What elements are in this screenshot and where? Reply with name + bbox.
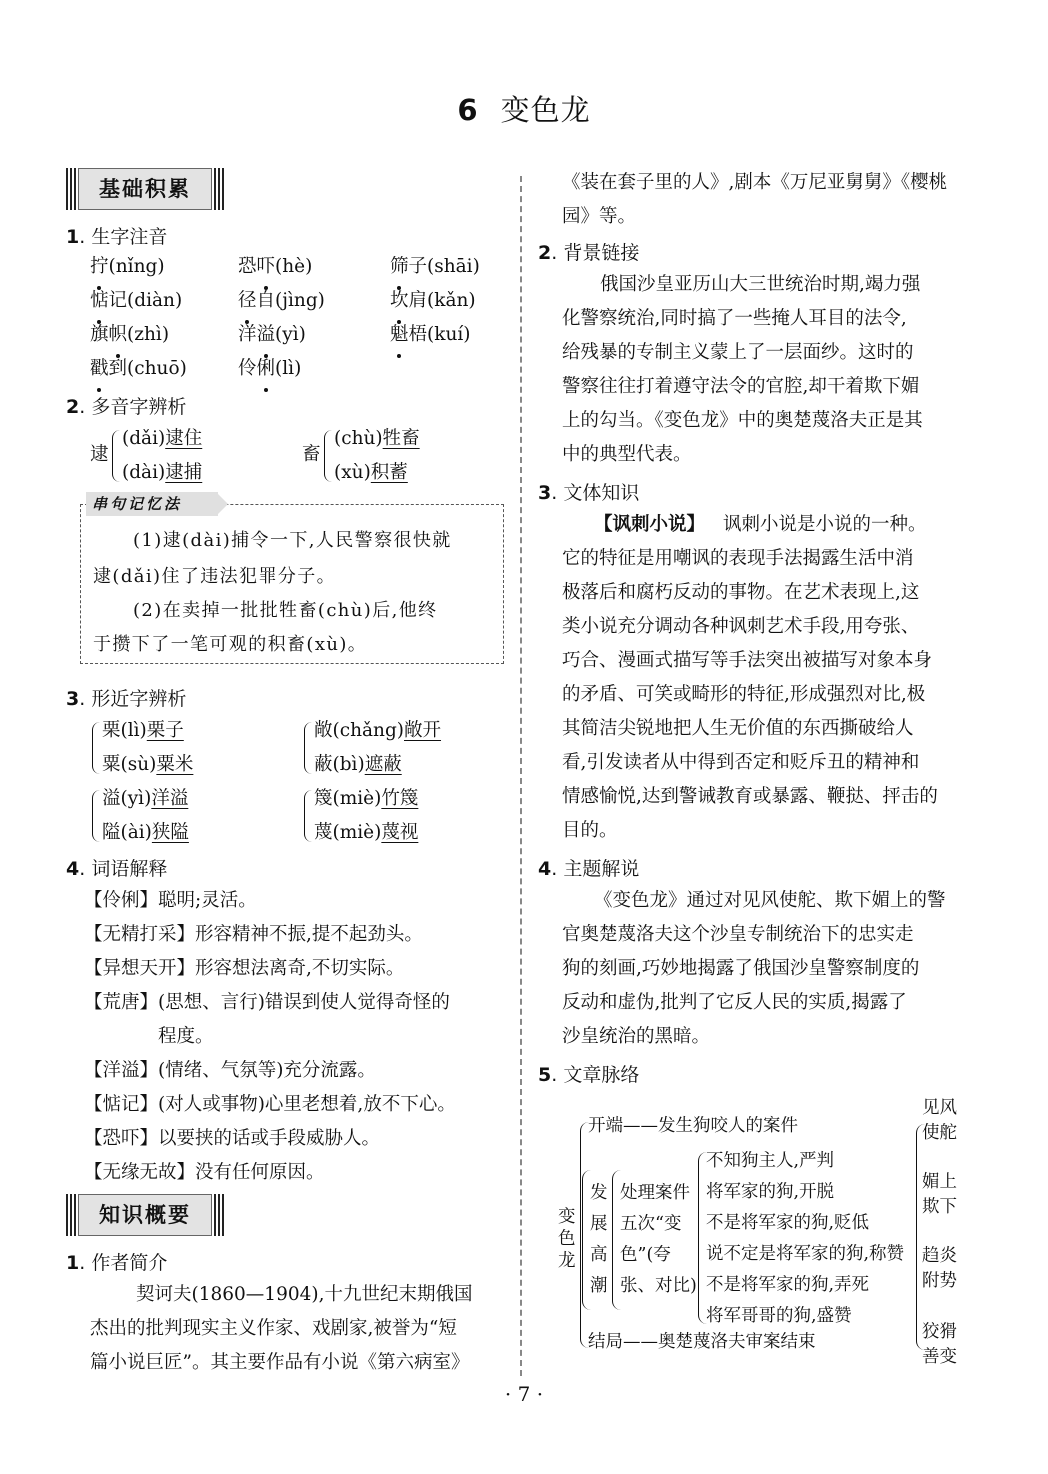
outline-items [706, 1146, 904, 1332]
author-line: 杰出的批判现实主义作家、戏剧家,被誉为“短 [90, 1318, 457, 1339]
outline-bracket [916, 1124, 926, 1350]
page-title [0, 88, 1048, 129]
genre-tag: 【讽刺小说】 [594, 514, 706, 535]
genre-line: 极落后和腐朽反动的事物。在艺术表现上,这 [562, 582, 920, 603]
brace [304, 790, 313, 842]
outline-root: 变 色 龙 [558, 1207, 576, 1271]
author-line: 《装在套子里的人》,剧本《万尼亚舅舅》《樱桃 [562, 172, 948, 193]
theme-line: 反动和虚伪,批判了它反人民的实质,揭露了 [562, 992, 907, 1013]
pinyin-item: 旗帜(zhì) [90, 318, 169, 352]
pinyin-item: 戳到(chuō) [90, 352, 187, 386]
pinyin-item: 伶俐(lì) [238, 352, 301, 386]
vocab-entry: 程度。 [158, 1026, 214, 1047]
outline-right-labels: 趋炎 附势 [922, 1246, 957, 1291]
outline-right-labels: 狡猾 善变 [922, 1322, 957, 1367]
genre-line: 巧合、漫画式描写等手法突出被描写对象本身 [562, 650, 933, 671]
pinyin-item: 坎肩(kǎn) [390, 284, 476, 318]
pinyin-item: 洋溢(yì) [238, 318, 306, 352]
heading-vocabulary: 4. 词语解释 [66, 858, 168, 880]
theme-line: 沙皇统治的黑暗。 [562, 1026, 711, 1047]
vocab-entry: 【无缘无故】没有任何原因。 [84, 1162, 325, 1183]
section-title: 知识概要 [78, 1194, 212, 1236]
poly-char: 逮 [90, 444, 109, 465]
poly-reading: (xù)积蓄 [334, 462, 408, 483]
similar-item: 篾(miè)竹篾 [314, 788, 419, 809]
theme-line: 《变色龙》通过对见风使舵、欺下媚上的警 [594, 890, 946, 911]
similar-item: 栗(lì)栗子 [102, 720, 184, 741]
memory-box [80, 504, 504, 664]
heading-genre: 3. 文体知识 [538, 482, 640, 504]
outline-right-labels: 媚上 欺下 [922, 1172, 957, 1217]
vocab-entry: 【洋溢】(情绪、气氛等)充分流露。 [84, 1060, 376, 1081]
similar-item: 隘(ài)狭隘 [102, 822, 189, 843]
memo-line: 逮(dǎi)住了违法犯罪分子。 [93, 566, 337, 587]
outline-item: 将军哥哥的狗,盛赞 [706, 1306, 852, 1326]
poly-char: 畜 [302, 444, 321, 465]
genre-line: 情感愉悦,达到警诫教育或暴露、鞭挞、抨击的 [562, 786, 938, 807]
outline-item: 将军家的狗,开脱 [706, 1182, 835, 1202]
outline-item: 不是将军家的狗,贬低 [706, 1213, 870, 1233]
outline-start: 开端——发生狗咬人的案件 [588, 1116, 798, 1136]
background-line: 俄国沙皇亚历山大三世统治时期,竭力强 [600, 274, 921, 295]
pinyin-item: 拧(nǐng) [90, 250, 165, 284]
brace [324, 430, 333, 482]
heading-theme: 4. 主题解说 [538, 858, 640, 880]
brace [304, 722, 313, 774]
genre-line: 类小说充分调动各种讽刺艺术手段,用夸张、 [562, 616, 920, 637]
memo-line: (1)逮(dài)捕令一下,人民警察很快就 [133, 530, 452, 551]
brace [92, 790, 101, 842]
theme-line: 官奥楚蔑洛夫这个沙皇专制统治下的忠实走 [562, 924, 914, 945]
heading-author: 1. 作者简介 [66, 1252, 168, 1274]
outline-end: 结局——奥楚蔑洛夫审案结束 [588, 1332, 816, 1352]
genre-line: 的矛盾、可笑或畸形的特征,形成强烈对比,极 [562, 684, 926, 705]
vocab-entry: 【无精打采】形容精神不振,提不起劲头。 [84, 924, 423, 945]
similar-item: 粟(sù)粟米 [102, 754, 194, 775]
pinyin-item: 恐吓(hè) [238, 250, 312, 284]
vocab-entry: 【异想天开】形容想法离奇,不切实际。 [84, 958, 405, 979]
theme-line: 狗的刻画,巧妙地揭露了俄国沙皇警察制度的 [562, 958, 920, 979]
column-divider [520, 176, 522, 1376]
memo-line: (2)在卖掉一批批牲畜(chù)后,他终 [133, 600, 438, 621]
poly-reading: (dǎi)逮住 [122, 428, 203, 449]
pinyin-item: 筛子(shāi) [390, 250, 480, 284]
memo-line: 于攒下了一笔可观的积畜(xù)。 [93, 634, 368, 655]
poly-reading: (chù)牲畜 [334, 428, 420, 449]
section-banner-knowledge [66, 1194, 224, 1236]
memo-tag: 串句记忆法 [86, 492, 226, 516]
genre-line: 其简洁尖锐地把人生无价值的东西撕破给人 [562, 718, 914, 739]
vocab-entry: 【恐吓】以要挟的话或手段威胁人。 [84, 1128, 381, 1149]
heading-outline: 5. 文章脉络 [538, 1064, 640, 1086]
outline-climax: 发 展 高 潮 [590, 1183, 608, 1296]
vocab-entry: 【伶俐】聪明;灵活。 [84, 890, 257, 911]
background-line: 上的勾当。《变色龙》中的奥楚蔑洛夫正是其 [562, 410, 923, 431]
pinyin-item: 惦记(diàn) [90, 284, 182, 318]
similar-item: 敞(chǎng)敞开 [314, 720, 442, 741]
vocab-entry: 【惦记】(对人或事物)心里老想着,放不下心。 [84, 1094, 456, 1115]
brace [112, 430, 121, 482]
section-title: 基础积累 [78, 168, 212, 210]
lesson-number: 6 [457, 93, 479, 127]
author-line: 契诃夫(1860—1904),十九世纪末期俄国 [136, 1284, 473, 1305]
brace [92, 722, 101, 774]
heading-polyphonic: 2. 多音字辨析 [66, 396, 187, 418]
genre-line: 目的。 [562, 820, 618, 841]
similar-item: 溢(yì)洋溢 [102, 788, 189, 809]
pinyin-item: 魁梧(kuí) [390, 318, 471, 352]
outline-item: 不是将军家的狗,弄死 [706, 1275, 870, 1295]
similar-item: 蔑(miè)蔑视 [314, 822, 419, 843]
outline-right-labels: 见风 使舵 [922, 1098, 957, 1143]
similar-item: 蔽(bì)遮蔽 [314, 754, 402, 775]
outline-item: 不知狗主人,严判 [706, 1151, 835, 1171]
background-line: 中的典型代表。 [562, 444, 692, 465]
author-line: 篇小说巨匠”。其主要作品有小说《第六病室》 [90, 1352, 470, 1373]
heading-background: 2. 背景链接 [538, 242, 640, 264]
pinyin-item: 径自(jìng) [238, 284, 325, 318]
genre-line: 看,引发读者从中得到否定和贬斥丑的精神和 [562, 752, 920, 773]
author-line: 园》等。 [562, 206, 637, 227]
outline-item: 说不定是将军家的狗,称赞 [706, 1244, 905, 1264]
section-banner-basics [66, 168, 224, 210]
heading-similar-chars: 3. 形近字辨析 [66, 688, 187, 710]
lesson-title: 变色龙 [500, 93, 591, 127]
genre-line: 【讽刺小说】 讽刺小说是小说的一种。 [594, 514, 927, 535]
genre-line: 它的特征是用嘲讽的表现手法揭露生活中消 [562, 548, 914, 569]
outline-mid-label: 处理案件 五次“变 色”(夸 张、对比) [620, 1183, 697, 1296]
background-line: 警察往往打着遵守法令的官腔,却干着欺下媚 [562, 376, 920, 397]
background-line: 化警察统治,同时搞了一些掩人耳目的法令, [562, 308, 907, 329]
background-line: 给残暴的专制主义蒙上了一层面纱。这时的 [562, 342, 914, 363]
heading-pinyin: 1. 生字注音 [66, 226, 168, 248]
page-number: · 7 · [504, 1382, 544, 1406]
poly-reading: (dài)逮捕 [122, 462, 203, 483]
vocab-entry: 【荒唐】(思想、言行)错误到使人觉得奇怪的 [84, 992, 450, 1013]
